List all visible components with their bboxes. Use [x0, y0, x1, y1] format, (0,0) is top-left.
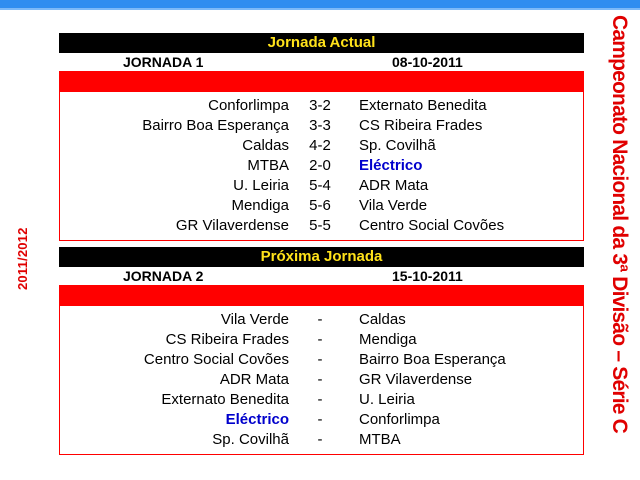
home-team: Caldas: [242, 137, 289, 154]
next-round-date: 15-10-2011: [392, 268, 463, 284]
match-score: 5-5: [309, 217, 331, 234]
away-team: Caldas: [359, 311, 406, 328]
fixture-separator: -: [317, 351, 323, 368]
away-team: Sp. Covilhã: [359, 137, 436, 154]
next-round-header: Próxima Jornada: [59, 247, 584, 267]
fixture-separator: -: [317, 331, 323, 348]
fixture-separator: -: [317, 431, 323, 448]
home-team: U. Leiria: [233, 177, 289, 194]
home-team: MTBA: [247, 157, 289, 174]
current-round-name: JORNADA 1: [123, 54, 204, 70]
home-team: CS Ribeira Frades: [165, 331, 289, 348]
current-round-matches: [59, 91, 584, 241]
match-row: [60, 196, 583, 216]
match-score: 5-6: [309, 197, 331, 214]
fixture-separator: -: [317, 311, 323, 328]
current-round-red-band: [59, 71, 584, 91]
top-accent-bar: [0, 0, 640, 8]
fixture-row: [60, 370, 583, 390]
competition-title-container: [606, 15, 633, 475]
away-team: ADR Mata: [359, 177, 429, 194]
fixture-separator: -: [317, 391, 323, 408]
home-team: Centro Social Covões: [143, 351, 289, 368]
fixture-row: [60, 430, 583, 450]
fixture-row: [60, 350, 583, 370]
season-label: 2011/2012: [15, 227, 30, 290]
fixture-row: [60, 330, 583, 350]
next-round-matches: [59, 305, 584, 455]
match-row: [60, 116, 583, 136]
current-round-info-row: [59, 53, 584, 71]
next-round-name: JORNADA 2: [123, 268, 204, 284]
next-round-panel: [59, 247, 584, 455]
fixture-separator: -: [317, 371, 323, 388]
home-team: ADR Mata: [219, 371, 289, 388]
next-round-info-row: [59, 267, 584, 285]
fixture-row: [60, 410, 583, 430]
current-round-panel: [59, 33, 584, 241]
match-score: 2-0: [309, 157, 331, 174]
competition-title: Campeonato Nacional da 3ª Divisão – Série C: [608, 15, 631, 434]
match-row: [60, 156, 583, 176]
away-team: Externato Benedita: [359, 97, 487, 114]
home-team: Vila Verde: [220, 311, 289, 328]
home-team: Bairro Boa Esperança: [142, 117, 289, 134]
match-score: 3-2: [309, 97, 331, 114]
current-round-header: Jornada Actual: [59, 33, 584, 53]
away-team: CS Ribeira Frades: [359, 117, 483, 134]
away-team: GR Vilaverdense: [359, 371, 473, 388]
away-team: Mendiga: [359, 331, 417, 348]
away-team-highlighted: Eléctrico: [359, 157, 423, 174]
home-team: Mendiga: [231, 197, 289, 214]
match-row: [60, 176, 583, 196]
away-team: Vila Verde: [359, 197, 428, 214]
fixture-separator: -: [317, 411, 323, 428]
away-team: Centro Social Covões: [359, 217, 505, 234]
fixture-row: [60, 310, 583, 330]
match-score: 5-4: [309, 177, 331, 194]
next-round-red-band: [59, 285, 584, 305]
match-score: 4-2: [309, 137, 331, 154]
away-team: U. Leiria: [359, 391, 415, 408]
current-round-date: 08-10-2011: [392, 54, 463, 70]
match-row: [60, 96, 583, 116]
home-team: Conforlimpa: [208, 97, 289, 114]
match-row: [60, 136, 583, 156]
home-team: GR Vilaverdense: [175, 217, 289, 234]
away-team: MTBA: [359, 431, 401, 448]
home-team-highlighted: Eléctrico: [225, 411, 289, 428]
home-team: Externato Benedita: [161, 391, 289, 408]
match-score: 3-3: [309, 117, 331, 134]
fixture-row: [60, 390, 583, 410]
match-row: [60, 216, 583, 236]
home-team: Sp. Covilhã: [212, 431, 289, 448]
away-team: Conforlimpa: [359, 411, 440, 428]
away-team: Bairro Boa Esperança: [359, 351, 506, 368]
